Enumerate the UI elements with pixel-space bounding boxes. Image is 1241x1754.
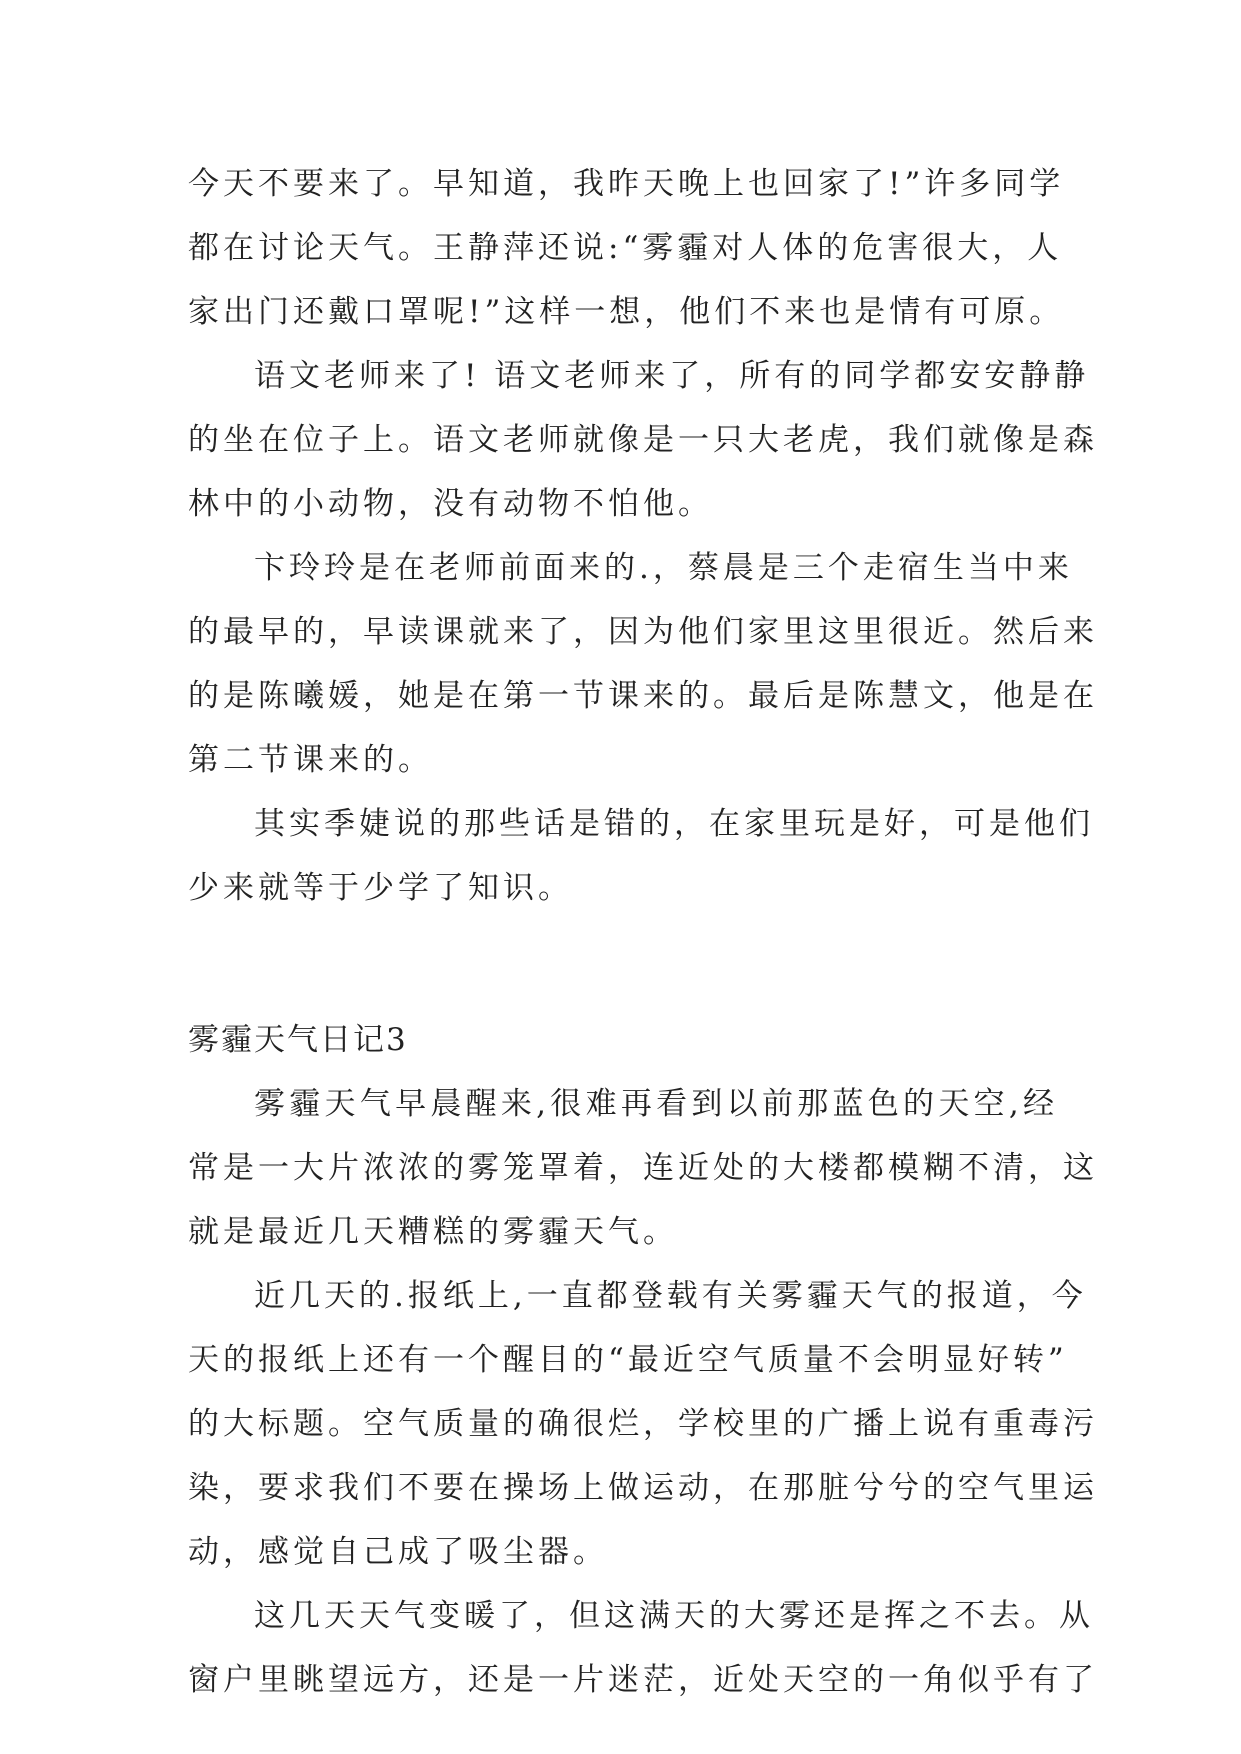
text-line: 林中的小动物，没有动物不怕他。 xyxy=(188,486,713,522)
text-line: 少来就等于少学了知识。 xyxy=(188,870,573,906)
text-line: 其实季婕说的那些话是错的，在家里玩是好，可是他们 xyxy=(254,806,1094,842)
text-line: 的大标题。空气质量的确很烂，学校里的广播上说有重毒污 xyxy=(188,1406,1098,1442)
paragraph xyxy=(188,1072,1098,1264)
text-line: 窗户里眺望远方，还是一片迷茫，近处天空的一角似乎有了 xyxy=(188,1662,1098,1698)
text-line: 常是一大片浓浓的雾笼罩着，连近处的大楼都模糊不清，这 xyxy=(188,1150,1098,1186)
text-line: 这几天天气变暖了，但这满天的大雾还是挥之不去。从 xyxy=(254,1598,1094,1634)
paragraph xyxy=(188,792,1094,920)
text-line: 动，感觉自己成了吸尘器。 xyxy=(188,1534,608,1570)
document-page xyxy=(188,152,1098,1712)
text-line: 第二节课来的。 xyxy=(188,742,433,778)
paragraph xyxy=(188,536,1098,792)
section-spacer xyxy=(188,920,1058,1008)
paragraph xyxy=(188,1584,1098,1712)
section-title: 雾霾天气日记3 xyxy=(188,1022,408,1058)
text-line: 染，要求我们不要在操场上做运动，在那脏兮兮的空气里运 xyxy=(188,1470,1098,1506)
text-line: 近几天的.报纸上,一直都登载有关雾霾天气的报道，今 xyxy=(254,1278,1087,1314)
paragraph xyxy=(188,152,1065,344)
paragraph xyxy=(188,1264,1098,1584)
text-line: 雾霾天气早晨醒来,很难再看到以前那蓝色的天空,经 xyxy=(254,1086,1058,1122)
text-line: 就是最近几天糟糕的雾霾天气。 xyxy=(188,1214,678,1250)
text-line: 家出门还戴口罩呢!”这样一想，他们不来也是情有可原。 xyxy=(188,294,1065,330)
text-line: 天的报纸上还有一个醒目的“最近空气质量不会明显好转” xyxy=(188,1342,1068,1378)
text-line: 卞玲玲是在老师前面来的.，蔡晨是三个走宿生当中来 xyxy=(254,550,1073,586)
text-line: 的是陈曦媛，她是在第一节课来的。最后是陈慧文，他是在 xyxy=(188,678,1098,714)
text-line: 今天不要来了。早知道，我昨天晚上也回家了!”许多同学 xyxy=(188,166,1065,202)
text-line: 的最早的，早读课就来了，因为他们家里这里很近。然后来 xyxy=(188,614,1098,650)
paragraph xyxy=(188,344,1098,536)
text-line: 语文老师来了! 语文老师来了，所有的同学都安安静静 xyxy=(254,358,1090,394)
text-line: 的坐在位子上。语文老师就像是一只大老虎，我们就像是森 xyxy=(188,422,1098,458)
text-line: 都在讨论天气。王静萍还说:“雾霾对人体的危害很大，人 xyxy=(188,230,1063,266)
